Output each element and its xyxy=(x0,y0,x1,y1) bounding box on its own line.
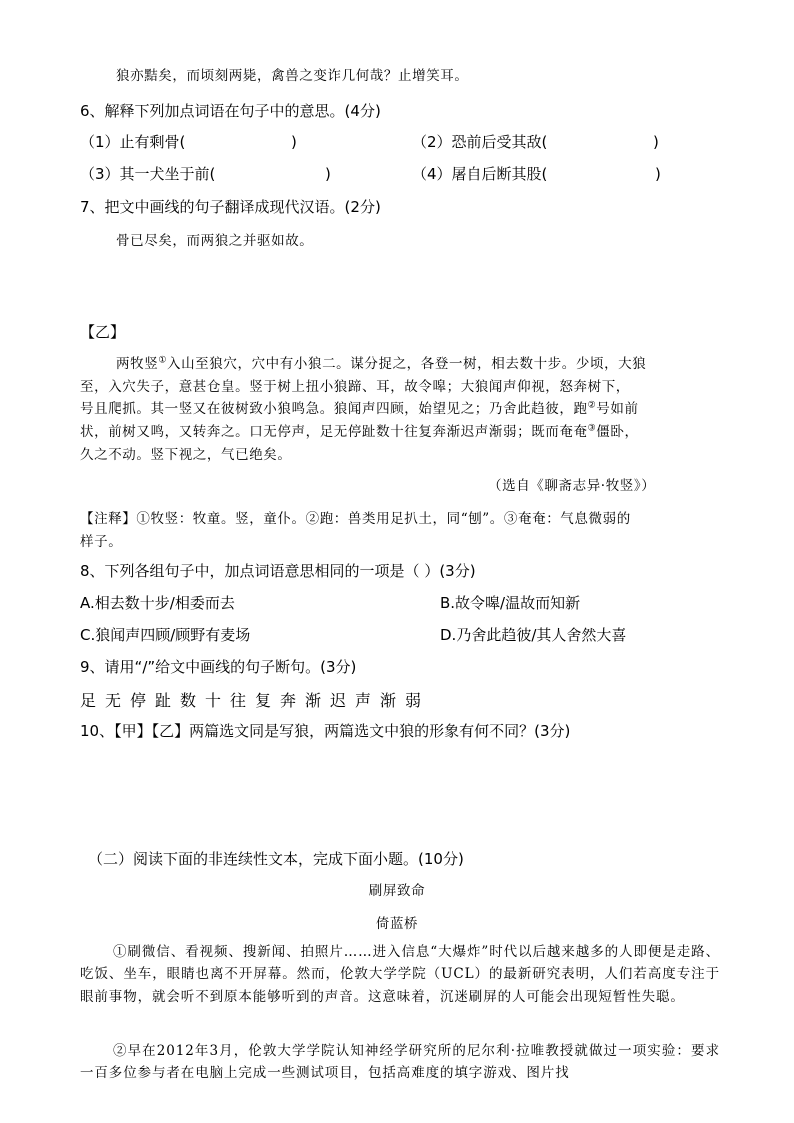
passage-b-line-3a: 号且爬抓。其一竖又在彼树致小狼鸣急。狼闻声四顾，始望见之；乃舍此趋彼，跑 xyxy=(80,401,588,417)
q6-item-1-label: （1）止有剩骨( xyxy=(80,133,186,151)
question-9-sentence: 足无停趾数十往复奔渐迟声渐弱 xyxy=(80,691,431,710)
passage-b-note-line-1: 【注释】①牧竖：牧童。竖，童仆。②跑：兽类用足扒土，同“刨”。③奄奄：气息微弱的 xyxy=(80,511,631,527)
q6-item-2-close: ) xyxy=(652,133,659,151)
passage-b-line-4 xyxy=(80,420,639,440)
passage-b-line-4a: 状，前树又鸣，又转奔之。口无停声，足无停趾数十往复奔渐迟声渐弱；既而奄奄 xyxy=(80,424,588,440)
question-6-item-4 xyxy=(412,163,661,184)
passage-a-closing-line: 狼亦黠矣，而顷刻两毙，禽兽之变诈几何哉？止增笑耳。 xyxy=(116,68,469,84)
passage-b-line-5: 久之不动。竖下视之，气已绝矣。 xyxy=(80,447,292,463)
question-6-title: 6、解释下列加点词语在句子中的意思。(4分) xyxy=(80,102,381,120)
question-8-title: 8、下列各组句子中，加点词语意思相同的一项是（ ）(3分) xyxy=(80,562,476,580)
question-6-item-2 xyxy=(412,131,659,152)
article-author: 倚蓝桥 xyxy=(375,916,419,932)
passage-b-source: （选自《聊斋志异·牧竖》） xyxy=(488,478,656,494)
footnote-marker-1: ① xyxy=(158,355,167,366)
question-9-title: 9、请用“/”给文中画线的句子断句。(3分) xyxy=(80,658,357,676)
passage-b-line-1b: 入山至狼穴，穴中有小狼二。谋分捉之，各登一树，相去数十步。少顷，大狼 xyxy=(166,356,647,372)
footnote-marker-2: ② xyxy=(587,400,597,411)
q6-item-4-close: ) xyxy=(654,165,661,183)
question-8-option-d[interactable]: D.乃舍此趋彼/其人舍然大喜 xyxy=(440,626,627,644)
question-8-option-a[interactable]: A.相去数十步/相委而去 xyxy=(80,594,235,612)
passage-b-line-4b: 僵卧， xyxy=(596,424,639,440)
article-paragraph-1: ①刷微信、看视频、搜新闻、拍照片……进入信息“大爆炸”时代以后越来越多的人即便是走路、吃饭、坐车，眼睛也离不开屏幕。然而，伦敦大学学院（UCL）的最新研究表明，人们若高度专注于眼前事物，就会听不到原本能够听到的声音。这意味着，沉迷刷屏的人可能会出现短暂性失聪。 xyxy=(80,944,720,1005)
passage-b-note-line-2: 样子。 xyxy=(80,534,123,550)
question-8-option-c[interactable]: C.狼闻声四顾/顾野有麦场 xyxy=(80,626,251,644)
passage-b-line-1a: 两牧竖 xyxy=(116,356,159,372)
q6-item-3-label: （3）其一犬坐于前( xyxy=(80,165,216,183)
passage-b-line-2: 至，入穴失子，意甚仓皇。竖于树上扭小狼蹄、耳，故令嗥；大狼闻声仰视，怒奔树下， xyxy=(80,379,630,395)
question-6-item-3 xyxy=(80,163,331,184)
article-title: 刷屏致命 xyxy=(368,883,426,899)
q6-item-3-close: ) xyxy=(324,165,331,183)
q6-item-2-label: （2）恐前后受其敌( xyxy=(412,133,548,151)
q6-item-4-label: （4）屠自后断其股( xyxy=(412,165,548,183)
question-7-sentence: 骨已尽矣，而两狼之并驱如故。 xyxy=(116,233,314,249)
q6-item-1-close: ) xyxy=(290,133,297,151)
section-2-title: （二）阅读下面的非连续性文本，完成下面小题。(10分) xyxy=(88,850,464,868)
question-7-title: 7、把文中画线的句子翻译成现代汉语。(2分) xyxy=(80,198,381,216)
passage-b-line-3 xyxy=(80,397,639,417)
question-8-option-b[interactable]: B.故令嗥/温故而知新 xyxy=(440,594,581,612)
passage-b-line-3b: 号如前 xyxy=(596,401,639,417)
question-6-item-1 xyxy=(80,131,297,152)
passage-b-heading: 【乙】 xyxy=(80,323,126,341)
question-10-title: 10、【甲】【乙】两篇选文同是写狼，两篇选文中狼的形象有何不同？(3分) xyxy=(80,722,571,740)
footnote-marker-3: ③ xyxy=(587,423,597,434)
passage-b-line-1 xyxy=(116,352,646,372)
article-paragraph-2: ②早在2012年3月，伦敦大学学院认知神经学研究所的尼尔利·拉唯教授就做过一项实验：要求一百多位参与者在电脑上完成一些测试项目，包括高难度的填字游戏、图片找 xyxy=(80,1043,720,1082)
